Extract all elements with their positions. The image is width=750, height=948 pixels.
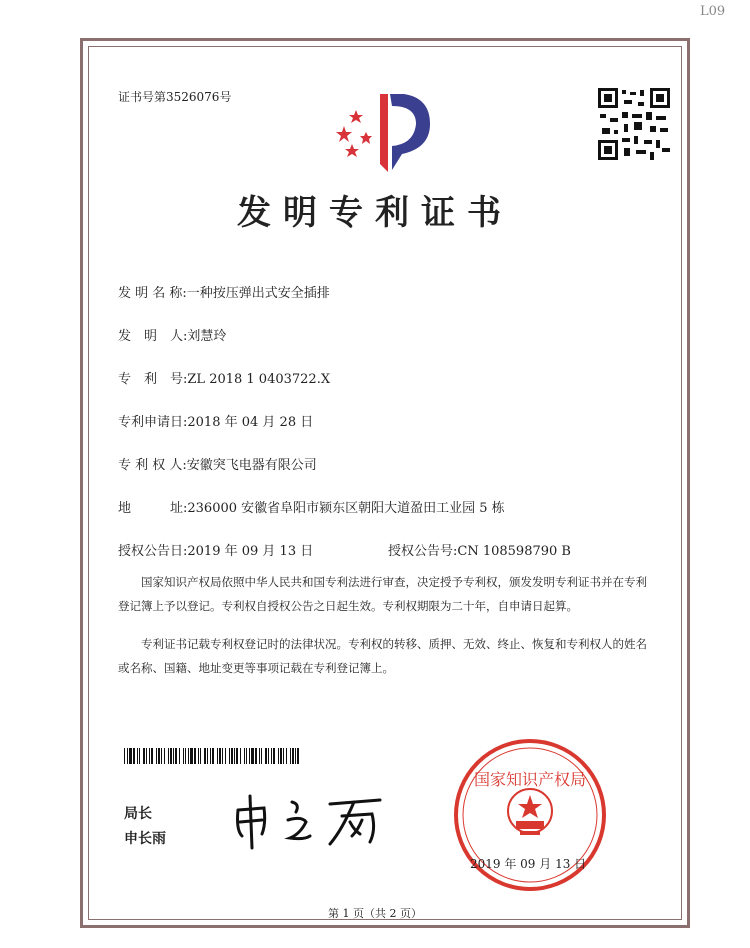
- patent-number-label: 专 利 号:: [118, 372, 188, 387]
- filing-date-value: 2018 年 04 月 28 日: [187, 415, 314, 430]
- barcode-icon: [124, 748, 300, 764]
- cnipa-logo-icon: [330, 84, 440, 174]
- legal-notice: [118, 632, 658, 680]
- field-invention-name: [118, 282, 330, 301]
- field-address: [118, 497, 505, 516]
- filing-date-label: 专利申请日:: [118, 415, 188, 430]
- patent-number-value: ZL 2018 1 0403722.X: [187, 372, 331, 387]
- page-number: 第 1 页（共 2 页）: [328, 907, 422, 920]
- inventor-value: 刘慧玲: [187, 329, 227, 344]
- seal-text: 国家知识产权局: [473, 770, 587, 789]
- grant-number-label: 授权公告号:: [388, 544, 458, 559]
- legal-paragraph: 专利证书记载专利权登记时的法律状况。专利权的转移、质押、无效、终止、恢复和专利权人的姓名或名称、国籍、地址变更等事项记载在专利登记簿上。: [118, 637, 647, 675]
- patentee-label: 专 利 权 人:: [118, 458, 187, 473]
- inventor-label: 发 明 人:: [118, 329, 188, 344]
- field-patent-number: [118, 368, 330, 387]
- field-inventor: [118, 325, 226, 344]
- grant-date-value: 2019 年 09 月 13 日: [187, 544, 314, 559]
- address-value: 236000 安徽省阜阳市颍东区朝阳大道盈田工业园 5 栋: [187, 501, 505, 516]
- grant-paragraph: 国家知识产权局依照中华人民共和国专利法进行审查，决定授予专利权，颁发发明专利证书并在专利登记簿上予以登记。专利权自授权公告之日起生效。专利权期限为二十年，自申请日起算。: [118, 575, 647, 613]
- field-grant-number: [388, 540, 571, 559]
- certificate-number: 证书号第3526076号: [118, 90, 232, 104]
- grant-date-label: 授权公告日:: [118, 544, 188, 559]
- invention-name-label: 发 明 名 称:: [118, 286, 187, 301]
- patentee-value: 安徽突飞电器有限公司: [186, 458, 317, 473]
- field-grant-date: [118, 540, 313, 559]
- handwritten-note: L09: [700, 4, 726, 19]
- seal-date: 2019 年 09 月 13 日: [470, 857, 587, 871]
- field-patentee: [118, 454, 317, 473]
- seal-emblem-icon: [508, 789, 552, 835]
- director-signature: [230, 790, 390, 850]
- qr-code-icon: [598, 88, 670, 160]
- director-title: 局长: [124, 806, 152, 822]
- grant-number-value: CN 108598790 B: [457, 544, 571, 559]
- director-name: 申长雨: [124, 831, 166, 847]
- grant-statement: [118, 570, 658, 618]
- address-label: 地 址:: [118, 501, 188, 516]
- document-title: 发明专利证书: [237, 193, 513, 233]
- field-filing-date: [118, 411, 313, 430]
- invention-name-value: 一种按压弹出式安全插排: [186, 286, 330, 301]
